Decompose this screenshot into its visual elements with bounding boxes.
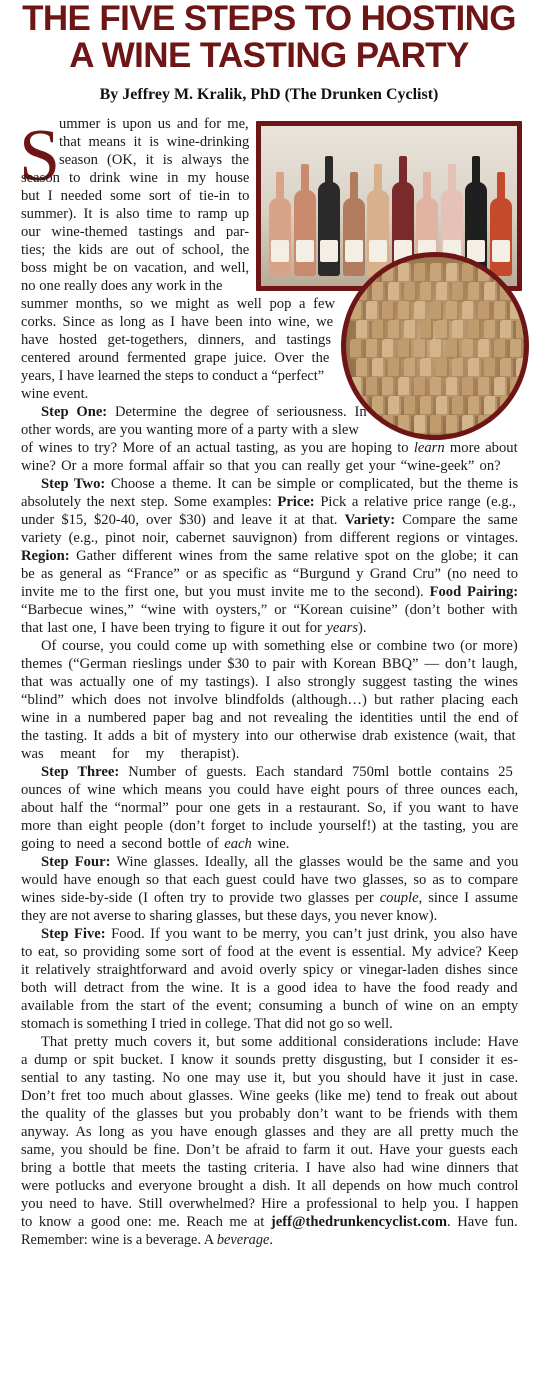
text-segment: Food Pairing: bbox=[429, 584, 519, 600]
text-segment: Don’t fret too much about glasses. Wine geeks (like me) tend to freak out about bbox=[21, 1088, 518, 1104]
paper-bag-icon bbox=[414, 339, 427, 359]
bottle-label-icon bbox=[492, 240, 510, 262]
paper-bag-icon bbox=[462, 301, 475, 321]
paper-bag-icon bbox=[478, 339, 491, 359]
paper-bag-icon bbox=[398, 263, 411, 283]
article-line bbox=[41, 925, 518, 943]
paper-bag-icon bbox=[388, 396, 401, 416]
article-line bbox=[21, 493, 516, 511]
text-segment: anyway. As long as you have enough glasses and they are all pretty much the bbox=[21, 1124, 519, 1140]
paper-bag-icon bbox=[430, 263, 443, 283]
article-line bbox=[21, 385, 88, 403]
text-segment: invite me to the first one, but you must invite me to the second). bbox=[21, 584, 430, 600]
paper-bag-icon bbox=[478, 301, 491, 321]
text-segment: the tasting. It adds a bit of mystery into our otherwise drab existence (wait, that bbox=[21, 728, 516, 744]
paper-bag-icon bbox=[420, 396, 433, 416]
paper-bag-icon bbox=[446, 377, 459, 397]
paper-bag-icon bbox=[414, 415, 427, 435]
article-line bbox=[21, 205, 249, 223]
text-segment: Step Four: bbox=[41, 854, 111, 870]
article-line bbox=[21, 439, 518, 457]
paper-bag-icon bbox=[484, 358, 497, 378]
paper-bag-icon bbox=[446, 415, 459, 435]
text-segment: about half the “normal” pour one gets in a restaurant. So, if you want to have bbox=[21, 800, 519, 816]
text-segment: be as general as “France” or as specific as “Burgund y Grand Cru” (no need to bbox=[21, 566, 519, 582]
paper-bag-icon bbox=[452, 320, 465, 340]
text-segment: bring a bottle that meets the tasting criteria. I have also had wine dinners that bbox=[21, 1160, 519, 1176]
article-line bbox=[21, 673, 518, 691]
paper-bag-icon bbox=[494, 415, 507, 435]
article-line bbox=[59, 115, 249, 133]
text-segment: themes (“German rieslings under $30 to pair with Korean BBQ” — don’t laugh, bbox=[21, 656, 518, 672]
text-segment: the quality of the glasses but you probably don’t want to be friends with them bbox=[21, 1106, 518, 1122]
article-line bbox=[21, 601, 518, 619]
paper-bag-icon bbox=[398, 415, 411, 435]
paper-bagged-bottles-photo bbox=[341, 252, 529, 440]
text-segment: have hosted get-togethers, dinners, and tastings bbox=[21, 332, 331, 348]
paper-bag-icon bbox=[516, 320, 524, 340]
title-line-1: THE FIVE STEPS TO HOSTING bbox=[22, 0, 516, 38]
paper-bag-icon bbox=[404, 396, 417, 416]
paper-bag-icon bbox=[398, 377, 411, 397]
drop-cap: S bbox=[19, 115, 61, 197]
paper-bag-icon bbox=[494, 263, 507, 283]
paper-bag-icon bbox=[372, 396, 385, 416]
bottle-label-icon bbox=[320, 240, 338, 262]
paper-bag-icon bbox=[500, 396, 513, 416]
text-segment: both will detract from the wine. It is a good idea to have the food ready and bbox=[21, 980, 518, 996]
paper-bag-icon bbox=[500, 320, 513, 340]
paper-bag-icon bbox=[366, 415, 379, 435]
text-segment: couple bbox=[379, 890, 419, 906]
article-line bbox=[21, 619, 367, 637]
email-link[interactable]: jeff@thedrunkencyclist.com bbox=[270, 1214, 448, 1230]
text-segment: more than eight people (don’t forget to include yourself!) at the tasting, you are bbox=[21, 818, 519, 834]
paper-bagged-bottles-image bbox=[346, 257, 524, 435]
article-title bbox=[0, 0, 538, 74]
article-line bbox=[21, 1177, 518, 1195]
paper-bag-icon bbox=[510, 415, 523, 435]
article-line bbox=[21, 835, 289, 853]
article-line bbox=[21, 457, 501, 475]
text-segment: it relatively straightforward and avoid overly spicy or vinegar-laden dishes since bbox=[21, 962, 518, 978]
article-line bbox=[21, 1051, 518, 1069]
text-segment: no one really does any work in the bbox=[21, 278, 223, 294]
article-line bbox=[21, 1069, 518, 1087]
paper-bag-icon bbox=[372, 282, 385, 302]
bottle-label-icon bbox=[369, 240, 387, 262]
paper-bag-icon bbox=[436, 320, 449, 340]
article-line bbox=[21, 943, 518, 961]
text-segment: Of course, you could come up with something else or combine two (or more) bbox=[41, 638, 518, 654]
paper-bag-icon bbox=[398, 339, 411, 359]
paper-bag-icon bbox=[372, 358, 385, 378]
paper-bag-icon bbox=[404, 320, 417, 340]
article-line bbox=[21, 1159, 518, 1177]
text-segment: Pick a relative price range (e.g., bbox=[314, 494, 516, 510]
text-segment: would have enough so that each guest could have two glasses, so as to compare bbox=[21, 872, 519, 888]
text-segment: absolutely the next step. Some examples: bbox=[21, 494, 278, 510]
text-segment: that was actually one of my tastings). I also strongly suggest tasting the wines bbox=[21, 674, 518, 690]
paper-bag-icon bbox=[516, 282, 524, 302]
paper-bag-icon bbox=[468, 320, 481, 340]
text-segment: years, I have learned the steps to conduct a “perfect” bbox=[21, 368, 325, 384]
paper-bag-icon bbox=[468, 282, 481, 302]
article-line bbox=[21, 1087, 518, 1105]
article-line bbox=[21, 799, 518, 817]
text-segment: Compare the same bbox=[395, 512, 518, 528]
byline: By Jeffrey M. Kralik, PhD (The Drunken Cyclist) bbox=[99, 86, 439, 103]
article-line bbox=[21, 1231, 273, 1249]
text-segment: sential to any tasting. No one may use it, but you should have it just in case. bbox=[21, 1070, 519, 1086]
article-line bbox=[59, 133, 249, 151]
text-segment: you need to have. Still overwhelmed? Hire a professional to help you. I happen bbox=[21, 1196, 519, 1212]
text-segment: Gather different wines from the same relative spot on the globe; it can bbox=[69, 548, 519, 564]
article-line bbox=[21, 817, 518, 835]
paper-bag-icon bbox=[350, 377, 363, 397]
text-segment: Step Three: bbox=[41, 764, 120, 780]
article-line bbox=[21, 169, 249, 187]
paper-bag-icon bbox=[478, 415, 491, 435]
text-segment: to know a good one: me. Reach me at bbox=[21, 1214, 271, 1230]
article-line bbox=[21, 583, 518, 601]
article-line bbox=[41, 637, 518, 655]
article-line bbox=[21, 1105, 518, 1123]
text-segment: corks. Since as long as I have been into wine, we bbox=[21, 314, 334, 330]
paper-bag-icon bbox=[478, 263, 491, 283]
text-segment: years bbox=[326, 620, 359, 636]
article-line bbox=[21, 349, 329, 367]
text-segment: . Have fun. bbox=[447, 1214, 518, 1230]
paper-bag-icon bbox=[436, 358, 449, 378]
text-segment: ). bbox=[358, 620, 367, 636]
paper-bag-icon bbox=[478, 377, 491, 397]
article-line bbox=[41, 475, 518, 493]
article-line bbox=[21, 331, 331, 349]
article-line bbox=[21, 907, 437, 925]
paper-bag-icon bbox=[382, 377, 395, 397]
article-line bbox=[21, 187, 249, 205]
article-line bbox=[21, 655, 518, 673]
article-line bbox=[21, 529, 518, 547]
article-line bbox=[21, 727, 516, 745]
paper-bag-icon bbox=[404, 282, 417, 302]
text-segment: summer). It is also time to ramp up bbox=[21, 206, 250, 222]
paper-bag-icon bbox=[510, 339, 523, 359]
paper-bag-icon bbox=[430, 339, 443, 359]
text-segment: “Barbecue wines,” “wine with oysters,” or “Korean cuisine” (don’t bother with bbox=[21, 602, 518, 618]
text-segment: That pretty much covers it, but some additional considerations include: Have bbox=[41, 1034, 519, 1050]
paper-bag-icon bbox=[484, 320, 497, 340]
text-segment: was meant for my therapist). bbox=[21, 746, 240, 762]
text-segment: “blind” which does not involve blindfolds (although…) but rather placing each bbox=[21, 692, 519, 708]
text-segment: more about bbox=[444, 440, 518, 456]
paper-bag-icon bbox=[414, 263, 427, 283]
article-line bbox=[21, 313, 333, 331]
article-line bbox=[21, 961, 518, 979]
paper-bag-icon bbox=[382, 263, 395, 283]
paper-bag-icon bbox=[500, 282, 513, 302]
paper-bag-icon bbox=[446, 263, 459, 283]
text-segment: boss might be on vacation, and well, bbox=[21, 260, 250, 276]
paper-bag-icon bbox=[430, 415, 443, 435]
paper-bag-icon bbox=[356, 358, 369, 378]
text-segment: Wine glasses. Ideally, all the glasses would be the same and you bbox=[110, 854, 519, 870]
text-segment: each bbox=[224, 836, 252, 852]
article-line bbox=[21, 979, 518, 997]
article-line bbox=[41, 763, 513, 781]
paper-bag-icon bbox=[350, 263, 363, 283]
article-line bbox=[21, 421, 359, 439]
paper-bag-icon bbox=[356, 282, 369, 302]
text-segment: Food. If you want to be merry, you can’t just drink, you also have bbox=[105, 926, 518, 942]
paper-bag-icon bbox=[382, 415, 395, 435]
paper-bag-icon bbox=[468, 396, 481, 416]
article-line bbox=[21, 241, 249, 259]
text-segment: of wines to try? More of an actual tasting, as you are hoping to bbox=[21, 440, 414, 456]
paper-bag-icon bbox=[516, 358, 524, 378]
text-segment: wine. bbox=[251, 836, 290, 852]
article-line bbox=[21, 367, 324, 385]
text-segment: a dump or spit bucket. I know it sounds pretty disgusting, but I consider it es- bbox=[21, 1052, 518, 1068]
text-segment: that means it is wine-drinking bbox=[59, 134, 250, 150]
article-line bbox=[21, 1141, 518, 1159]
article-line bbox=[21, 709, 518, 727]
text-segment: ounces of wine which means you could have eight pours of three ounces each, bbox=[21, 782, 519, 798]
text-segment: wine? Or a more formal affair so that you can really get your “wine-geek” on? bbox=[21, 458, 501, 474]
text-segment: . bbox=[269, 1232, 273, 1248]
paper-bag-icon bbox=[494, 339, 507, 359]
article-line bbox=[21, 277, 222, 295]
article-line bbox=[21, 889, 518, 907]
text-segment: but I needed some sort of tie-in to bbox=[21, 188, 250, 204]
paper-bag-icon bbox=[484, 282, 497, 302]
text-segment: to eat, so providing some sort of food at the event is essential. My advice? Keep bbox=[21, 944, 519, 960]
paper-bag-icon bbox=[372, 320, 385, 340]
paper-bag-icon bbox=[494, 377, 507, 397]
article-line bbox=[21, 1123, 518, 1141]
article-line bbox=[21, 295, 335, 313]
article-line bbox=[21, 871, 518, 889]
paper-bag-icon bbox=[366, 339, 379, 359]
article-line bbox=[21, 511, 518, 529]
paper-bag-icon bbox=[414, 301, 427, 321]
text-segment: wines side-by-side (I often try to provide two glasses per bbox=[21, 890, 380, 906]
text-segment: Choose a theme. It can be simple or complicated, but the theme is bbox=[105, 476, 519, 492]
article-line bbox=[21, 259, 249, 277]
paper-bag-icon bbox=[436, 396, 449, 416]
paper-bag-icon bbox=[462, 339, 475, 359]
text-segment: wine event. bbox=[21, 386, 89, 402]
paper-bag-icon bbox=[494, 301, 507, 321]
article-line bbox=[59, 151, 249, 169]
text-segment: learn bbox=[413, 440, 445, 456]
paper-bag-icon bbox=[382, 301, 395, 321]
paper-bag-icon bbox=[468, 358, 481, 378]
bottle-label-icon bbox=[271, 240, 289, 262]
text-segment: Step Five: bbox=[41, 926, 106, 942]
paper-bag-icon bbox=[510, 377, 523, 397]
paper-bag-icon bbox=[510, 263, 523, 283]
text-segment: season to drink wine in my house bbox=[21, 170, 250, 186]
article-line bbox=[21, 745, 239, 763]
paper-bag-icon bbox=[446, 301, 459, 321]
text-segment: Remember: wine is a beverage. A bbox=[21, 1232, 217, 1248]
paper-bag-icon bbox=[516, 396, 524, 416]
text-segment: that last one, I have been trying to figure it out for bbox=[21, 620, 327, 636]
paper-bag-icon bbox=[484, 396, 497, 416]
paper-bag-icon bbox=[420, 358, 433, 378]
paper-bag-icon bbox=[452, 358, 465, 378]
paper-bag-icon bbox=[510, 301, 523, 321]
article-line bbox=[41, 1033, 518, 1051]
paper-bag-icon bbox=[414, 377, 427, 397]
text-segment: our wine-themed tastings and par- bbox=[21, 224, 250, 240]
paper-bag-icon bbox=[350, 301, 363, 321]
text-segment: Step Two: bbox=[41, 476, 106, 492]
text-segment: Step One: bbox=[41, 404, 108, 420]
text-segment: , since I assume bbox=[418, 890, 518, 906]
article-line bbox=[21, 1015, 393, 1033]
text-segment: Price: bbox=[277, 494, 315, 510]
text-segment: were potlucks and everyone brought a dish. It all depends on how much control bbox=[21, 1178, 519, 1194]
paper-bag-icon bbox=[388, 320, 401, 340]
text-segment: stomach is something I tried in college. That did not go so well. bbox=[21, 1016, 393, 1032]
text-segment: Number of guests. Each standard 750ml bottle contains 25 bbox=[119, 764, 513, 780]
paper-bag-icon bbox=[388, 358, 401, 378]
article-line bbox=[21, 547, 518, 565]
text-segment: centered around fermented grape juice. Over the bbox=[21, 350, 330, 366]
text-segment: Determine the degree of seriousness. In bbox=[107, 404, 367, 420]
paper-bag-icon bbox=[462, 415, 475, 435]
text-segment: wine in a numbered paper bag and not revealing the identities until the end of bbox=[21, 710, 519, 726]
paper-bag-icon bbox=[430, 377, 443, 397]
article-line bbox=[41, 403, 367, 421]
paper-bag-icon bbox=[404, 358, 417, 378]
text-segment: same, you should be fine. Don’t be afraid to farm it out. Have your guests each bbox=[21, 1142, 518, 1158]
text-segment: ummer is upon us and for me, bbox=[59, 116, 249, 132]
paper-bag-icon bbox=[366, 301, 379, 321]
wine-bottle-icon bbox=[318, 182, 340, 276]
text-segment: going to need a second bottle of bbox=[21, 836, 225, 852]
article-line bbox=[21, 223, 249, 241]
title-line-2: A WINE TASTING PARTY bbox=[69, 36, 469, 75]
paper-bag-icon bbox=[382, 339, 395, 359]
paper-bag-icon bbox=[462, 377, 475, 397]
text-segment: variety (e.g., pinot noir, cabernet sauvignon) from different regions or vintages. bbox=[21, 530, 519, 546]
paper-bag-icon bbox=[366, 377, 379, 397]
text-segment: ties; the kids are out of school, the bbox=[21, 242, 250, 258]
paper-bag-icon bbox=[436, 282, 449, 302]
paper-bag-icon bbox=[356, 320, 369, 340]
article-line bbox=[21, 997, 518, 1015]
paper-bag-icon bbox=[388, 282, 401, 302]
text-segment: under $15, $20-40, over $30) and leave it at that. bbox=[21, 512, 345, 528]
text-segment: summer months, so we might as well pop a few bbox=[21, 296, 336, 312]
paper-bag-icon bbox=[420, 282, 433, 302]
paper-bag-icon bbox=[430, 301, 443, 321]
paper-bag-icon bbox=[452, 396, 465, 416]
article-line bbox=[21, 1213, 518, 1231]
article-line bbox=[21, 691, 518, 709]
paper-bag-icon bbox=[350, 339, 363, 359]
wine-bottle-icon bbox=[294, 190, 316, 276]
paper-bag-icon bbox=[446, 339, 459, 359]
text-segment: available from the start of the event; consuming a bunch of wine on an empty bbox=[21, 998, 519, 1014]
text-segment: beverage bbox=[216, 1232, 270, 1248]
text-segment: Variety: bbox=[344, 512, 396, 528]
article-line bbox=[21, 565, 518, 583]
paper-bag-icon bbox=[462, 263, 475, 283]
bottle-label-icon bbox=[345, 240, 363, 262]
bottle-label-icon bbox=[296, 240, 314, 262]
text-segment: Region: bbox=[21, 548, 70, 564]
article-line bbox=[21, 781, 518, 799]
article-line bbox=[21, 1195, 518, 1213]
paper-bag-icon bbox=[500, 358, 513, 378]
paper-bag-icon bbox=[366, 263, 379, 283]
paper-bag-icon bbox=[420, 320, 433, 340]
paper-bag-icon bbox=[452, 282, 465, 302]
text-segment: other words, are you wanting more of a party with a slew bbox=[21, 422, 359, 438]
paper-bag-icon bbox=[398, 301, 411, 321]
wine-bottle-icon bbox=[269, 198, 291, 276]
text-segment: season (OK, it is always the bbox=[59, 152, 249, 168]
article-line bbox=[41, 853, 518, 871]
text-segment: they are not averse to sharing glasses, but these days, you never know). bbox=[21, 908, 438, 924]
